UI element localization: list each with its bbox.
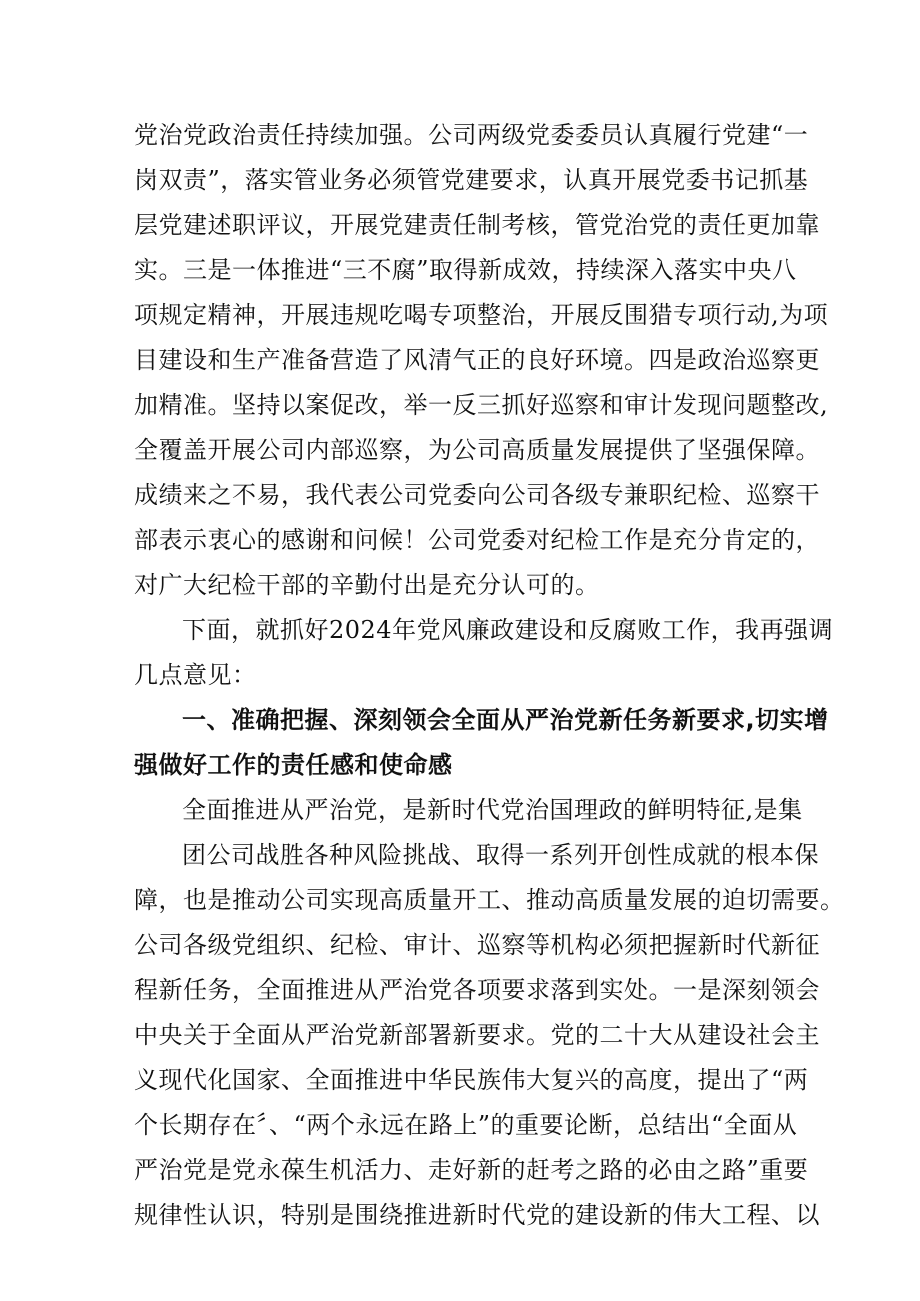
- text-line: 实。三是一体推进“三不腐”取得新成效，持续深入落实中央八: [134, 256, 797, 284]
- text-line: 几点意见：: [134, 661, 257, 689]
- text-line: 障，也是推动公司实现高质量开工、推动高质量发展的迫切需要。: [134, 886, 845, 914]
- text-line: 中央关于全面从严治党新部署新要求。党的二十大从建设社会主: [134, 1021, 820, 1049]
- text-line: 程新任务，全面推进从严治党各项要求落到实处。一是深刻领会: [134, 976, 820, 1004]
- paragraph-start: 下面，就抓好2024年党风廉政建设和反腐败工作，我再强调: [182, 616, 834, 644]
- text-line: 规律性认识，特别是围绕推进新时代党的建设新的伟大工程、以: [134, 1201, 820, 1229]
- paragraph-start: 全面推进从严治党，是新时代党治国理政的鲜明特征,是集: [182, 796, 803, 824]
- text-line: 加精准。坚持以案促改，举一反三抓好巡察和审计发现问题整改,: [134, 391, 829, 419]
- text-line: 目建设和生产准备营造了风清气正的良好环境。四是政治巡察更: [134, 346, 820, 374]
- text-line: 岗双责”，落实管业务必须管党建要求，认真开展党委书记抓基: [134, 166, 809, 194]
- text-line: 公司各级党组织、纪检、审计、巡察等机构必须把握新时代新征: [134, 931, 820, 959]
- text-line: 对广大纪检干部的辛勤付出是充分认可的。: [134, 571, 600, 599]
- section-heading-continued: 强做好工作的责任感和使命感: [134, 751, 453, 779]
- text-line: 成绩来之不易，我代表公司党委向公司各级专兼职纪检、巡察干: [134, 481, 820, 509]
- text-line: 层党建述职评议，开展党建责任制考核，管党治党的责任更加靠: [134, 211, 820, 239]
- text-line: 团公司战胜各种风险挑战、取得一系列开创性成就的根本保: [182, 841, 819, 869]
- text-line: 项规定精神，开展违规吃喝专项整治，开展反围猎专项行动,为项: [134, 301, 829, 329]
- section-heading: 一、准确把握、深刻领会全面从严治党新任务新要求,切实增: [182, 706, 829, 734]
- text-line: 党治党政治责任持续加强。公司两级党委委员认真履行党建“一: [134, 121, 809, 149]
- text-line: 部表示衷心的感谢和问候！公司党委对纪检工作是充分肯定的，: [134, 526, 820, 554]
- text-line: 个长期存在〞、“两个永远在路上”的重要论断，总结出“全面从: [134, 1111, 798, 1139]
- text-line: 全覆盖开展公司内部巡察，为公司高质量发展提供了坚强保障。: [134, 436, 820, 464]
- text-line: 义现代化国家、全面推进中华民族伟大复兴的高度，提出了“两: [134, 1066, 809, 1094]
- text-line: 严治党是党永葆生机活力、走好新的赶考之路的必由之路”重要: [134, 1156, 809, 1184]
